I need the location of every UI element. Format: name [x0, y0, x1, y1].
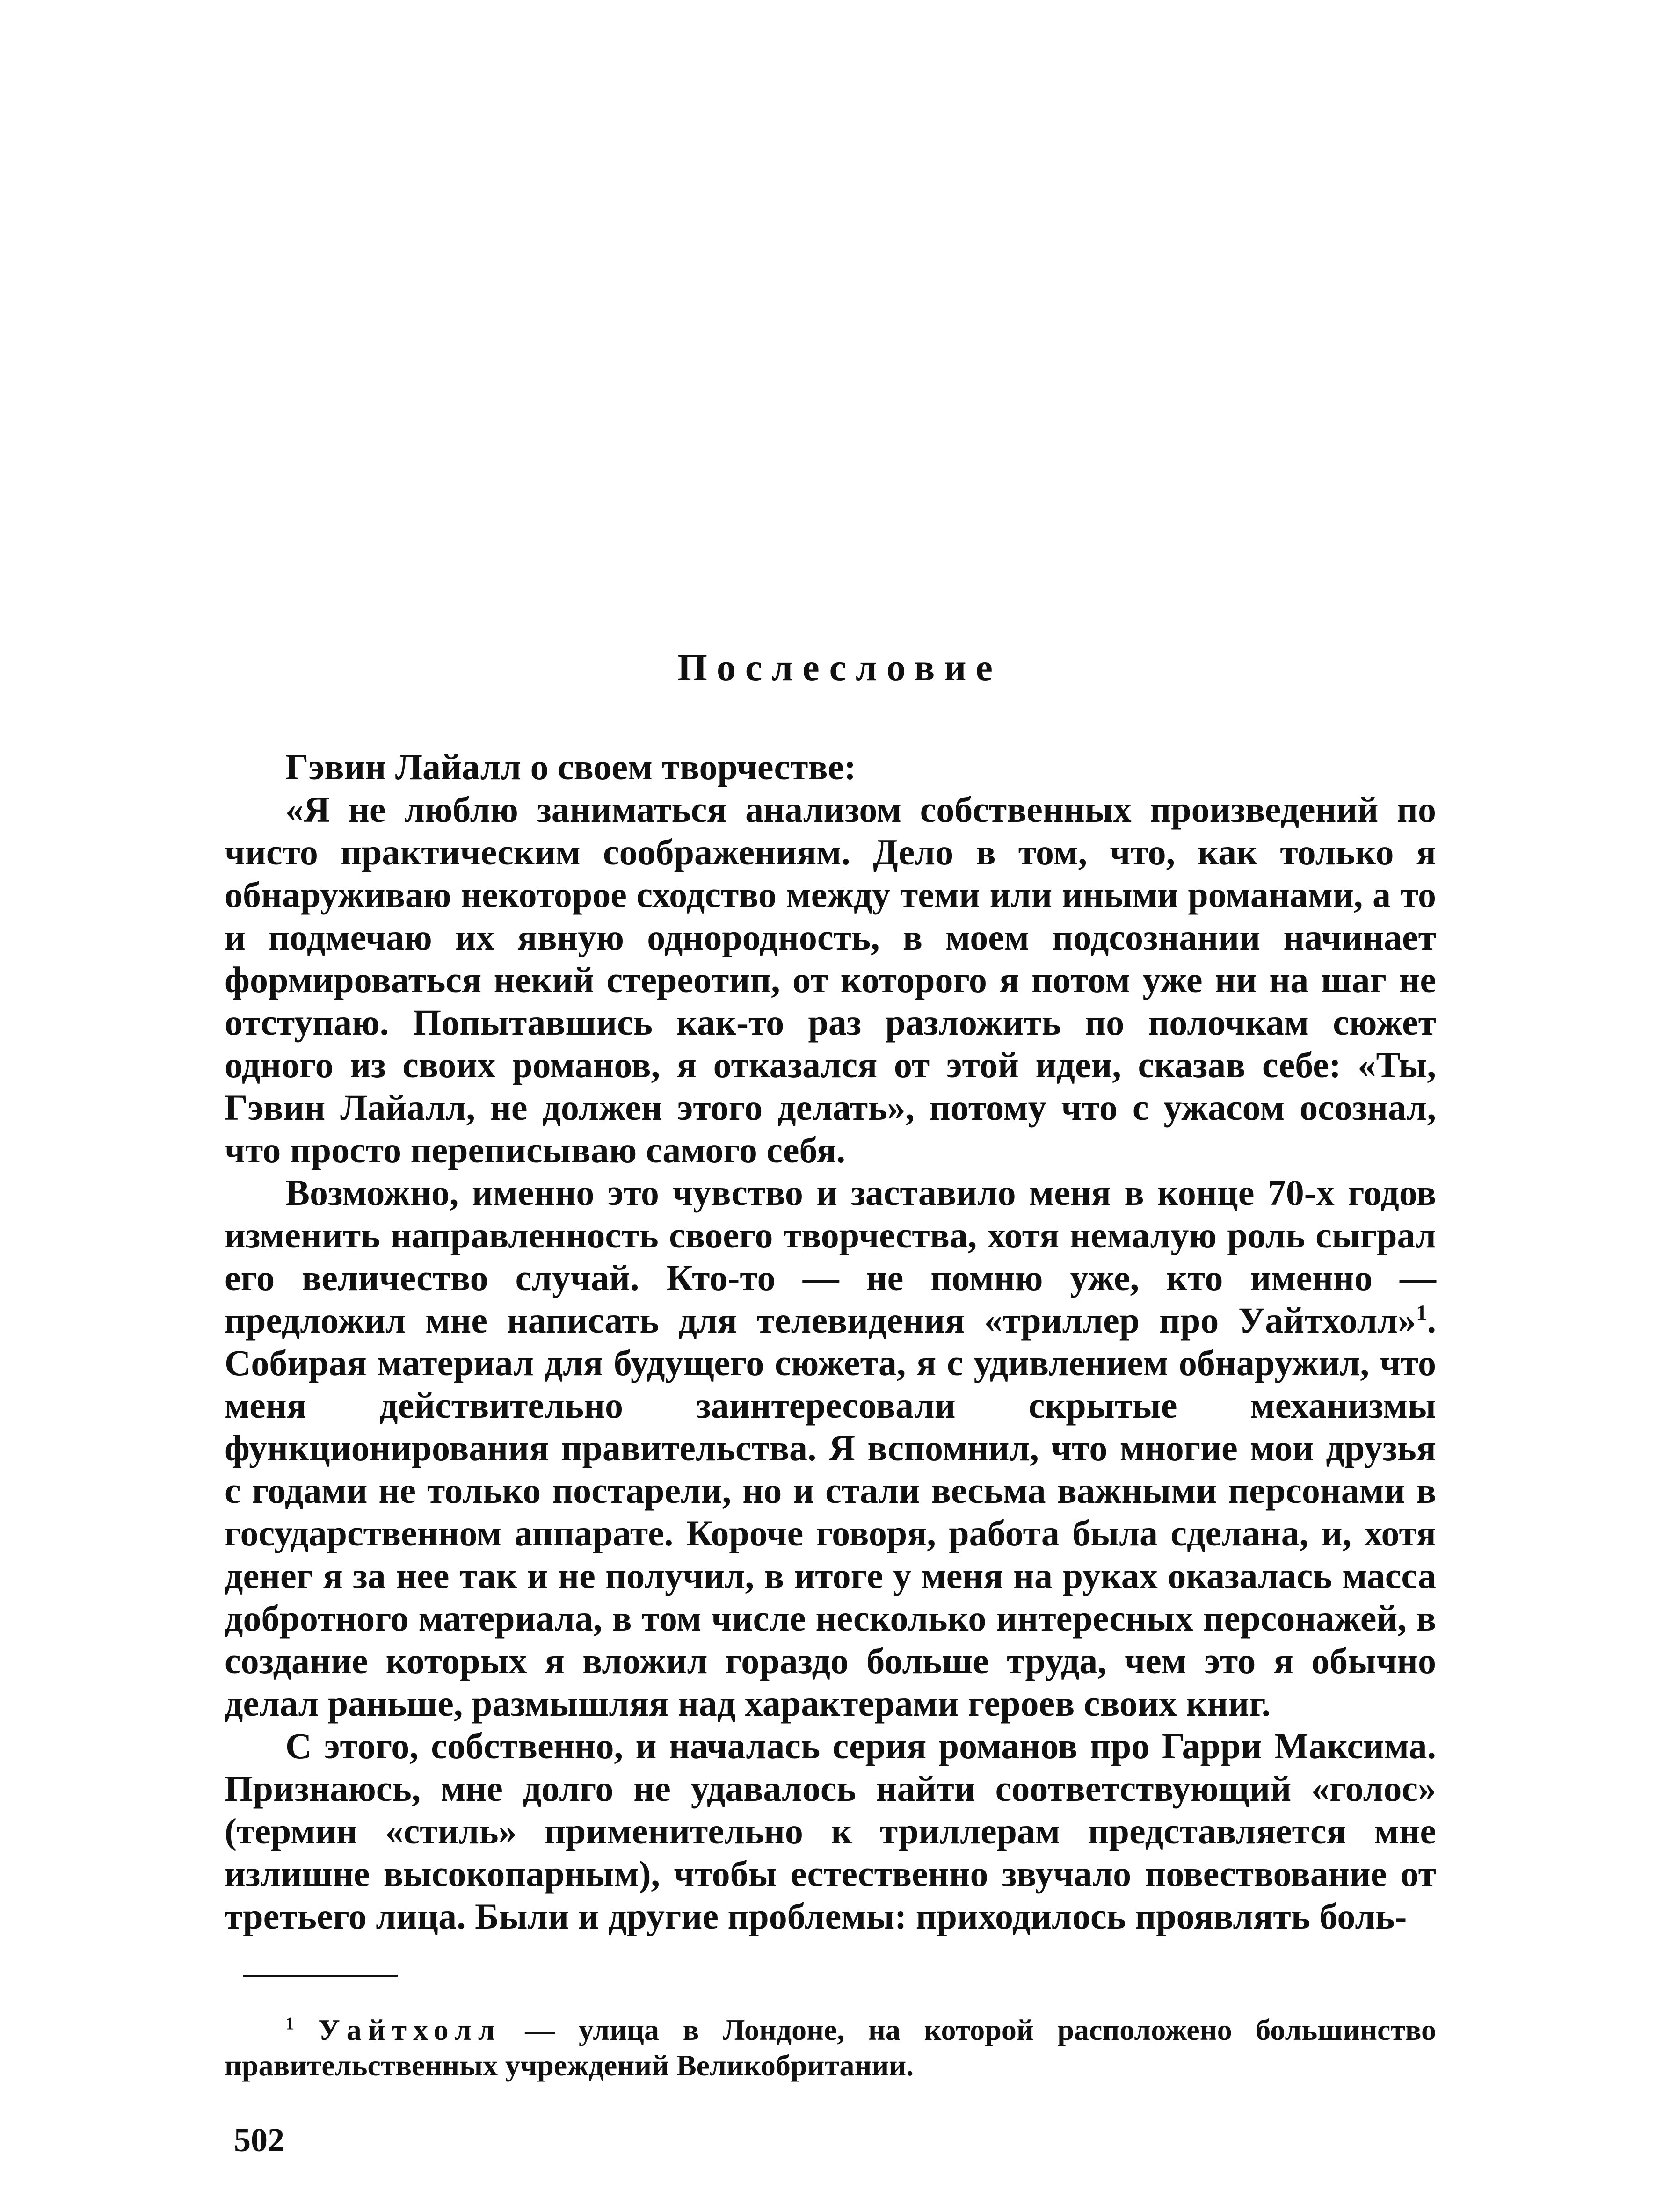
footnote-marker: 1 — [285, 2014, 295, 2034]
paragraph-1: Гэвин Лайалл о своем творчестве: — [285, 747, 857, 787]
paragraph-4: С этого, собственно, и началась серия романов про Гарри Максима. Признаюсь, мне долго не удавалось найти соответствующий «голос» (термин «стиль» применительно к триллерам представляется мне излишне высокопарным), чтобы естественно звучало повествование от третьего лица. Были и другие проблемы: приходилось проявлять боль- — [225, 1726, 1436, 1936]
page-content — [225, 645, 1436, 2160]
footnote — [225, 2012, 1436, 2083]
chapter-title: Послесловие — [677, 646, 1002, 689]
paragraph-2: «Я не люблю заниматься анализом собственных произведений по чисто практическим соображениям. Дело в том, что, как только я обнаруживаю некоторое сходство между теми или иными романами, а то и подмечаю их явную однородность, в моем подсознании начинает формироваться некий стереотип, от которого я потом уже ни на шаг не отступаю. Попытавшись как-то раз разложить по полочкам сюжет одного из своих романов, я отказался от этой идеи, сказав себе: «Ты, Гэвин Лайалл, не должен этого делать», потому что с ужасом осознал, что просто переписываю самого себя. — [225, 789, 1436, 1170]
page-number: 502 — [234, 2121, 284, 2159]
footnote-ref: 1 — [1416, 1301, 1427, 1325]
footnote-term: Уайтхолл — [318, 2013, 501, 2046]
footnote-rule — [243, 1975, 398, 1977]
paragraph-3-end: . Собирая материал для будущего сюжета, я с удивлением обнаружил, что меня действительно заинтересовали скрытые механизмы функционирования правительства. Я вспомнил, что многие мои друзья с годами не только постарели, но и стали весьма важными персонами в государственном аппарате. Короче говоря, работа была сделана, и, хотя денег я за нее так и не получил, в итоге у меня на руках оказалась масса добротного материала, в том числе несколько интересных персонажей, в создание которых я вложил гораздо больше труда, чем это я обычно делал раньше, размышляя над характерами героев своих книг. — [225, 1300, 1436, 1724]
paragraph-3-start: Возможно, именно это чувство и заставило меня в конце 70-х годов изменить направленность своего творчества, хотя немалую роль сыграл его величество случай. Кто-то — не помню уже, кто именно — предложил мне написать для телевидения «триллер про Уайтхолл» — [225, 1172, 1436, 1341]
paragraph-3 — [225, 1171, 1436, 1725]
footnote-separator — [225, 1947, 1436, 2012]
footnote-text: — улица в Лондоне, на которой расположено большинство правительственных учреждений Великобритании. — [225, 2013, 1437, 2082]
body-text — [225, 746, 1436, 1937]
